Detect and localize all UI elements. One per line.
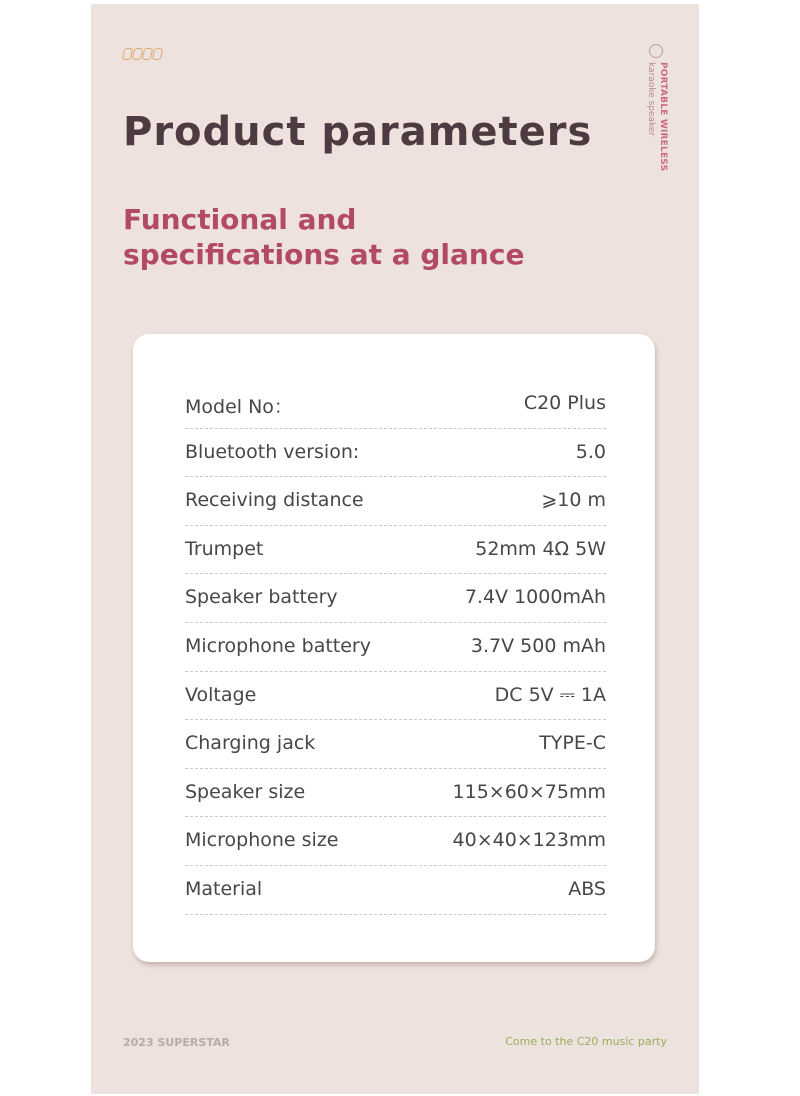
spec-card	[133, 334, 655, 962]
spec-label: Model No：	[185, 396, 293, 418]
spec-row	[185, 380, 606, 429]
brand-badge-text	[645, 62, 669, 171]
footer-right-text: Come to the C20 music party	[505, 1035, 667, 1048]
spec-row	[185, 672, 606, 721]
spec-label: Microphone size	[185, 829, 339, 852]
footer-left-text: 2023 SUPERSTAR	[123, 1036, 230, 1049]
product-parameters-page	[91, 4, 699, 1094]
spec-value: 3.7V 500 mAh	[470, 634, 606, 657]
spec-row	[185, 769, 606, 818]
spec-label: Microphone battery	[185, 634, 371, 657]
spec-label: Bluetooth version:	[185, 440, 360, 463]
spec-value: DC 5V ⎓ 1A	[494, 683, 606, 706]
spec-value: C20 Plus	[523, 392, 606, 414]
brand-badge-strong: PORTABLE WIRELESS	[658, 62, 668, 172]
spec-value: 52mm 4Ω 5W	[475, 537, 606, 560]
spec-label: Material	[185, 877, 263, 900]
spec-value: 7.4V 1000mAh	[464, 586, 606, 609]
page-title: Product parameters	[123, 109, 593, 155]
spec-list	[185, 380, 606, 915]
page-subtitle: Functional and specifications at a glance	[123, 203, 525, 271]
spec-label: Receiving distance	[185, 489, 364, 512]
spec-row	[185, 526, 606, 575]
spec-value: TYPE-C	[539, 732, 606, 755]
spec-row	[185, 720, 606, 769]
spec-value: 115×60×75mm	[452, 780, 606, 803]
spec-row	[185, 817, 606, 866]
spec-value: ABS	[568, 877, 606, 900]
spec-row	[185, 623, 606, 672]
spec-value: 40×40×123mm	[452, 829, 606, 852]
spec-row	[185, 477, 606, 526]
spec-label: Speaker battery	[185, 586, 338, 609]
brand-badge-light: karaoke speaker	[646, 62, 656, 137]
spec-row	[185, 429, 606, 478]
spec-row	[185, 866, 606, 915]
spec-label: Voltage	[185, 683, 257, 706]
spec-label: Speaker size	[185, 780, 306, 803]
brand-badge	[645, 44, 669, 178]
decorative-tag-icons	[123, 48, 162, 60]
spec-label: Charging jack	[185, 732, 316, 755]
spec-label: Trumpet	[185, 537, 264, 560]
spec-row	[185, 574, 606, 623]
tag-icon	[152, 48, 164, 60]
circle-logo-icon	[649, 44, 663, 58]
spec-value: ⩾10 m	[541, 489, 606, 512]
spec-value: 5.0	[575, 440, 606, 463]
